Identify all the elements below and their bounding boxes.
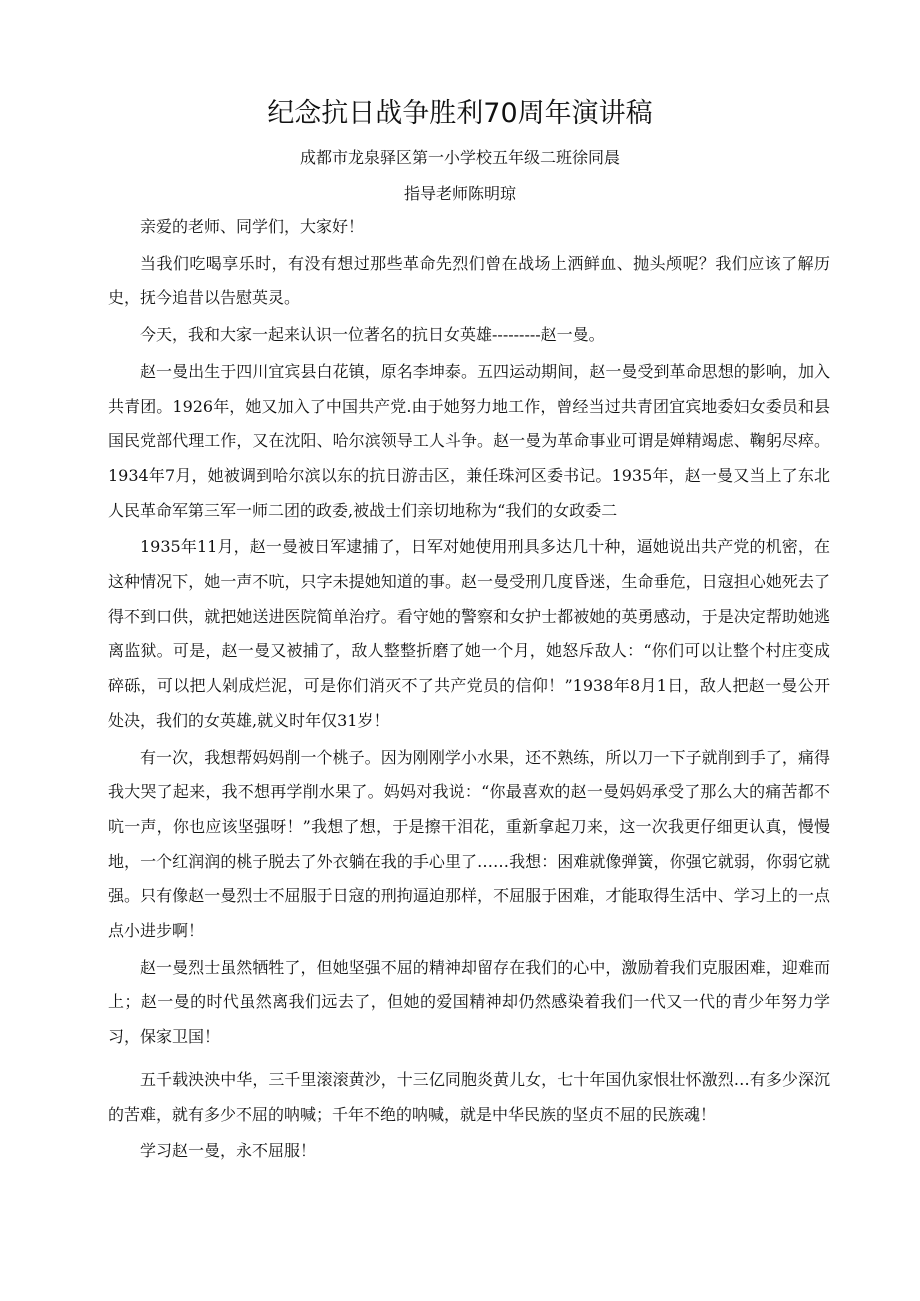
author-line: 成都市龙泉驿区第一小学校五年级二班徐同晨	[299, 148, 620, 167]
paragraph: 当我们吃喝享乐时，有没有想过那些革命先烈们曾在战场上洒鲜血、抛头颅呢？我们应该了解历史，抚今追昔以告慰英灵。	[108, 253, 830, 308]
paragraph: 赵一曼出生于四川宜宾县白花镇，原名李坤泰。五四运动期间，赵一曼受到革命思想的影响，加入共青团。1926年，她又加入了中国共产党.由于她努力地工作，曾经当过共青团宜宾地委妇女委员和县国民党部代理工作，又在沈阳、哈尔滨领导工人斗争。赵一曼为革命事业可谓是婵精竭虑、鞠躬尽瘁。1934年7月，她被调到哈尔滨以东的抗日游击区，兼任珠河区委书记。1935年，赵一曼又当上了东北人民革命军第三军一师二团的政委,被战士们亲切地称为“我们的女政委二	[108, 361, 830, 520]
teacher-line: 指导老师陈明琼	[403, 184, 516, 203]
document-body	[108, 210, 830, 1171]
paragraph-closing: 学习赵一曼，永不屈服！	[140, 1141, 317, 1161]
paragraph: 有一次，我想帮妈妈削一个桃子。因为刚刚学小水果，还不熟练，所以刀一下子就削到手了，痛得我大哭了起来，我不想再学削水果了。妈妈对我说：“你最喜欢的赵一曼妈妈承受了那么大的痛苦都不吭一声，你也应该坚强呀！”我想了想，于是擦干泪花，重新拿起刀来，这一次我更仔细更认真，慢慢地，一个红润润的桃子脱去了外衣躺在我的手心里了……我想：困难就像弹簧，你强它就弱，你弱它就强。只有像赵一曼烈士不屈服于日寇的刑拘逼迫那样，不屈服于困难，才能取得生活中、学习上的一点点小进步啊！	[108, 747, 830, 941]
paragraph: 今天，我和大家一起来认识一位著名的抗日女英雄---------赵一曼。	[140, 325, 605, 345]
paragraph: 赵一曼烈士虽然牺牲了，但她坚强不屈的精神却留存在我们的心中，激励着我们克服困难，迎难而上；赵一曼的时代虽然离我们远去了，但她的爱国精神却仍然感染着我们一代又一代的青少年努力学习，保家卫国！	[108, 957, 830, 1047]
document-title: 纪念抗日战争胜利70周年演讲稿	[267, 98, 653, 129]
paragraph: 五千载泱泱中华，三千里滚滚黄沙，十三亿同胞炎黄儿女，七十年国仇家恨壮怀激烈…有多少深沉的苦难，就有多少不屈的呐喊；千年不绝的呐喊，就是中华民族的坚贞不屈的民族魂！	[108, 1069, 830, 1124]
paragraph: 1935年11月，赵一曼被日军逮捕了，日军对她使用刑具多达几十种，逼她说出共产党的机密，在这种情况下，她一声不吭，只字未提她知道的事。赵一曼受刑几度昏迷，生命垂危，日寇担心她死去了得不到口供，就把她送进医院简单治疗。看守她的警察和女护士都被她的英勇感动，于是决定帮助她逃离监狱。可是，赵一曼又被捕了，敌人整整折磨了她一个月，她怒斥敌人：“你们可以让整个村庄变成碎砾，可以把人剁成烂泥，可是你们消灭不了共产党员的信仰！”1938年8月1日，敌人把赵一曼公开处决，我们的女英雄,就义时年仅31岁！	[108, 537, 830, 730]
paragraph-greeting: 亲爱的老师、同学们，大家好！	[140, 217, 365, 236]
